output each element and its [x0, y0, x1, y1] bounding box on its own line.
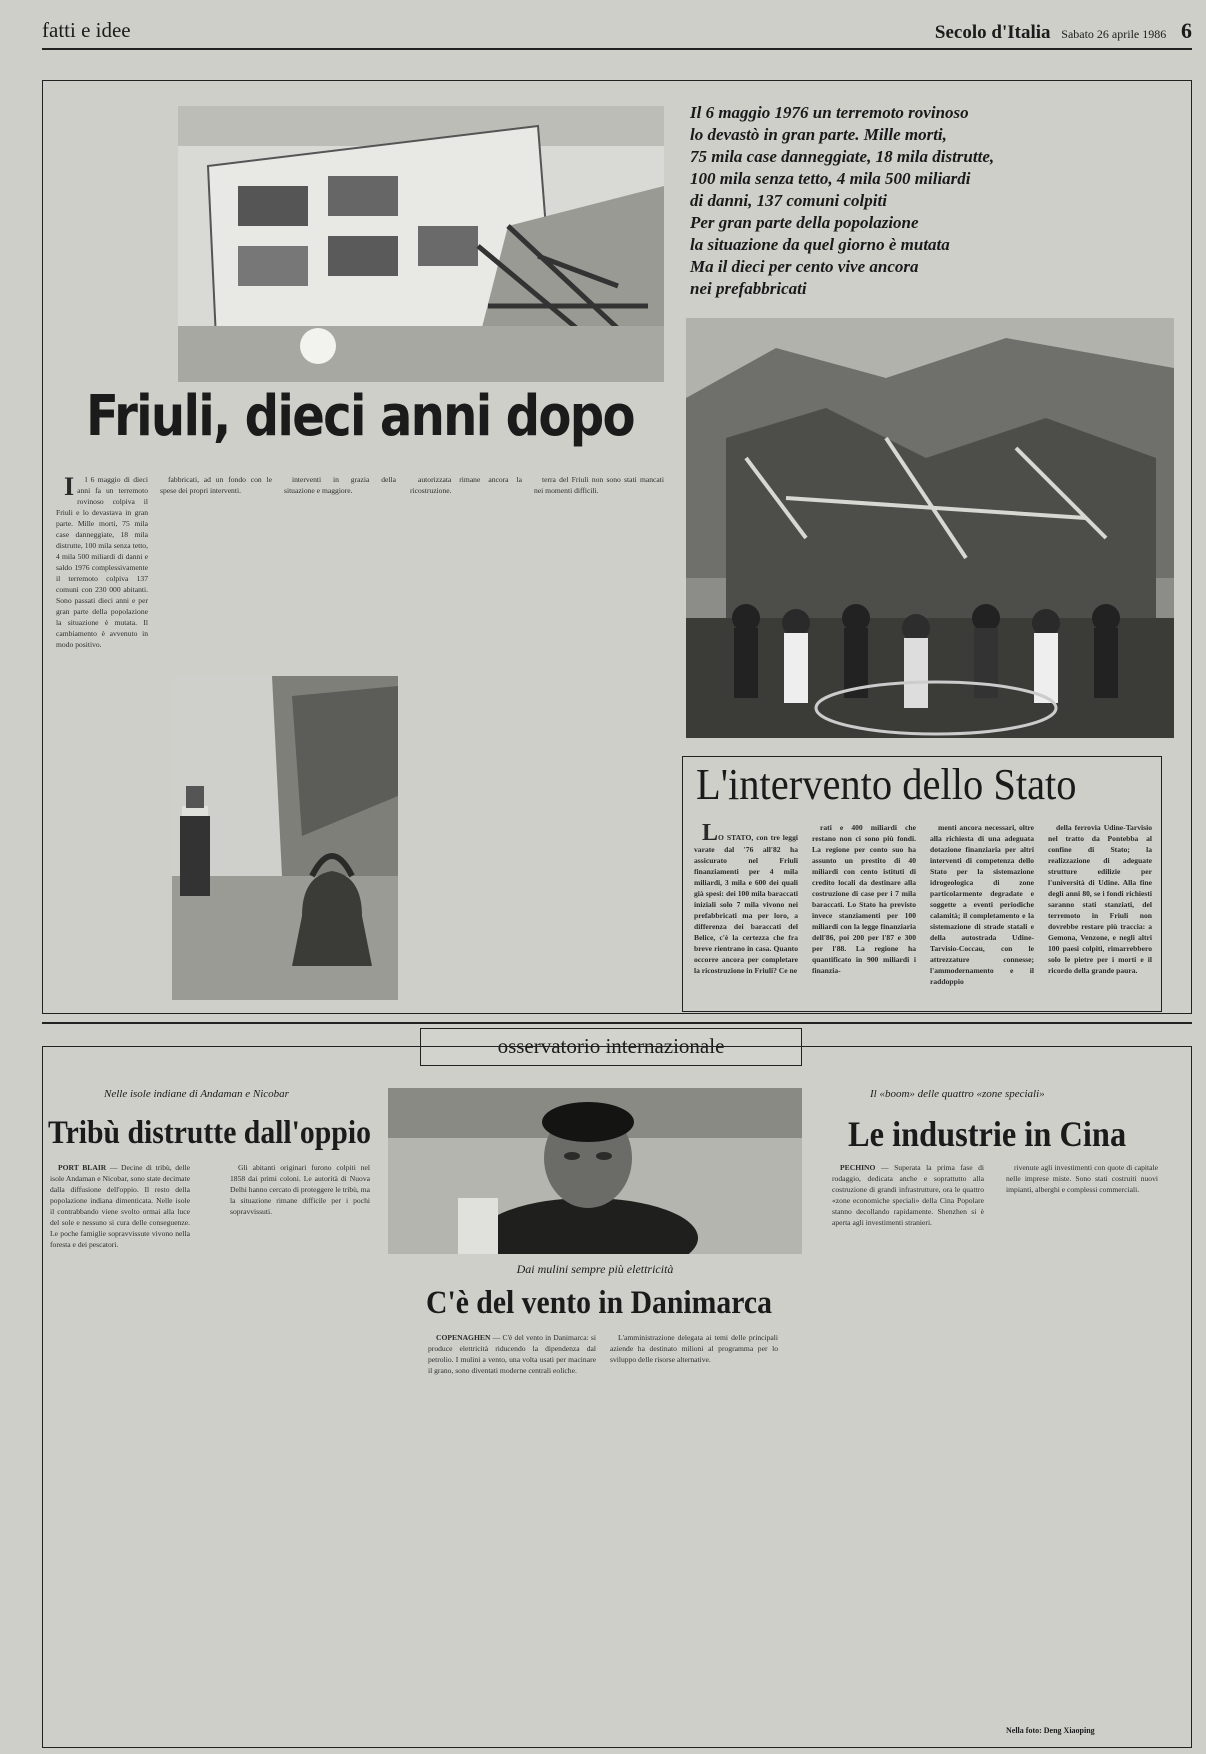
andaman-text-col-1 — [50, 1162, 190, 1740]
cina-photo-credit: Nella foto: Deng Xiaoping — [1006, 1726, 1095, 1735]
paragraph-text: interventi in grazia della situazione e maggiore. — [284, 475, 396, 495]
paragraph-text: Gli abitanti originari furono colpiti nel 1858 dai primi coloni. Le autorità di Nuova Delhi hanno cercato di proteggere le tribù, ma la situazione rimane difficile per i pochi sopravvissuti. — [230, 1163, 370, 1216]
andaman-text-col-2 — [230, 1162, 370, 1740]
page-number: 6 — [1181, 18, 1192, 43]
dateline: COPENAGHEN — [436, 1333, 491, 1342]
page-header — [42, 10, 1192, 48]
paragraph-text: menti ancora necessari, oltre alla richiesta di una adeguata dotazione finanziaria per altri interventi di competenza dello Stato per la sistemazione idrogeologica di zone particolarmente degradate e soggette a eventi periodiche calamità; il completamento e la sistemazione di strade statali e della autostrada Udine-Tarvisio-Coccau, con le attrezzature connesse; l'ammodernamento e il raddoppio — [930, 823, 1034, 986]
andaman-kicker: Nelle isole indiane di Andaman e Nicobar — [104, 1088, 289, 1100]
stato-text-col-3 — [930, 822, 1034, 1004]
header-rule — [42, 48, 1192, 50]
paragraph-text: rivenute agli investimenti con quote di capitale nelle imprese miste. Sono stati costruiti nuovi impianti, alberghi e complessi commerciali. — [1006, 1163, 1158, 1194]
friuli-text-col-4 — [410, 474, 522, 1004]
masthead — [935, 18, 1192, 44]
standfirst-line: Il 6 maggio 1976 un terremoto rovinoso — [690, 103, 969, 122]
danimarca-caption: Dai mulini sempre più elettricità — [516, 1262, 674, 1276]
standfirst-line: 75 mila case danneggiate, 18 mila distrutte, — [690, 147, 995, 166]
cina-text-col-1 — [832, 1162, 984, 1740]
drop-cap: I — [64, 474, 75, 501]
stato-text-col-1 — [694, 822, 798, 1004]
standfirst-line: Per gran parte della popolazione — [690, 213, 919, 232]
danimarca-text-col-1 — [428, 1332, 596, 1740]
friuli-text-col-5 — [534, 474, 664, 1004]
paragraph-text: della ferrovia Udine-Tarvisio nel tratto da Pontebba al confine di Stato; la realizzazione di adeguate strutture edilizie per l'università di Udine. Alla fine degli anni 80, se i fondi richiesti saranno stati stanziati, del terremoto in Friuli non dovrebbe restare più traccia: a Gemona, Venzone, e negli altri 100 paesi colpiti, rimarrebbero solo le pietre per i morti e il ricordo della grande paura. — [1048, 823, 1152, 975]
issue-date: Sabato 26 aprile 1986 — [1061, 27, 1167, 41]
section-rule — [42, 1022, 1192, 1024]
paragraph: COPENAGHEN — C'è del vento in Danimarca: si produce elettricità riducendo la dipendenza dal petrolio. I mulini a vento, una volta usati per macinare il grano, sono diventati moderne centrali eoliche. — [428, 1333, 596, 1375]
standfirst-line: nei prefabbricati — [690, 279, 807, 298]
stato-text-col-2 — [812, 822, 916, 1004]
standfirst-line: di danni, 137 comuni colpiti — [690, 191, 887, 210]
drop-cap: L — [702, 822, 719, 846]
standfirst-line: Ma il dieci per cento vive ancora — [690, 257, 919, 276]
danimarca-headline: C'è del vento in Danimarca — [426, 1285, 772, 1321]
stato-headline: L'intervento dello Stato — [696, 760, 1077, 809]
standfirst-line: lo devastò in gran parte. Mille morti, — [690, 125, 947, 144]
paragraph-text: l 6 maggio di dieci anni fa un terremoto rovinoso colpiva il Friuli e lo devastava in gran parte. Mille morti, 75 mila case danneggiate, 18 mila distrutte, 100 mila senza tetto, 4 mila 500 miliardi di danni e saldo 1976 complessivamente il terremoto colpiva 137 comuni con 230 000 abitanti. Sono passati dieci anni e per gran parte della popolazione la situazione è mutata. Il cambiamento è avvenuto in modo positivo. — [56, 475, 148, 649]
paragraph — [694, 822, 798, 976]
stato-text-col-4 — [1048, 822, 1152, 1004]
paragraph-text: fabbricati, ad un fondo con le spese dei propri interventi. — [160, 475, 272, 495]
friuli-standfirst — [690, 102, 1130, 300]
photo-deng-xiaoping — [388, 1088, 802, 1254]
paragraph — [56, 474, 148, 650]
standfirst-line: 100 mila senza tetto, 4 mila 500 miliardi — [690, 169, 971, 188]
paragraph: PECHINO — Superata la prima fase di rodaggio, dedicata anche e soprattutto alla costruzione di grandi infrastrutture, ora le quattro «zone economiche speciali» della Cina Popolare stanno decollando rapidamente. Shenzhen si è aperta agli investimenti stranieri. — [832, 1163, 984, 1227]
section-name: fatti e idee — [42, 18, 131, 42]
paragraph-text: rati e 400 miliardi che restano non ci sono più fondi. La regione per conto suo ha assunto un prestito di 40 miliardi con cento istituti di credito locali da destinare alla costruzione di case per i 7 mila baraccati. Lo Stato ha previsto invece stanziamenti per 100 miliardi con la legge finanziaria dell'86, poi 200 per l'87 e 300 per l'88. La regione ha quantificato in 900 miliardi i finanzia- — [812, 823, 916, 975]
cina-text-col-2 — [1006, 1162, 1158, 1722]
paragraph-text: C'è del vento in Danimarca: si produce elettricità riducendo la dipendenza dal petrolio. I mulini a vento, una volta usati per macinare il grano, sono diventati moderne centrali eoliche. — [428, 1333, 596, 1375]
danimarca-text-col-2 — [610, 1332, 778, 1740]
cina-headline: Le industrie in Cina — [848, 1114, 1127, 1154]
paragraph-text: terra del Friuli non sono stati mancati nei momenti difficili. — [534, 475, 664, 495]
paragraph-text: Decine di tribù, delle isole Andaman e Nicobar, sono state decimate dalla diffusione dell'oppio. Il resto della popolazione indiana dimenticata. Nelle isole il contrabbando viene svolto ormai alla luce del sole e nessuno si cura delle conseguenze. Le poche famiglie sopravvissute vivono nella foresta e dei pescatori. — [50, 1163, 190, 1249]
paragraph-text: autorizzata rimane ancora la ricostruzione. — [410, 475, 522, 495]
standfirst-line: la situazione da quel giorno è mutata — [690, 235, 950, 254]
andaman-headline: Tribù distrutte dall'oppio — [48, 1115, 371, 1151]
osservatorio-banner: osservatorio internazionale — [420, 1028, 802, 1066]
photo-bell-ruins — [172, 676, 398, 1000]
cina-kicker: Il «boom» delle quattro «zone speciali» — [870, 1088, 1045, 1100]
photo-rubble-crowd — [686, 318, 1174, 738]
dateline: PECHINO — [840, 1163, 876, 1172]
paragraph: PORT BLAIR — Decine di tribù, delle isole Andaman e Nicobar, sono state decimate dalla diffusione dell'oppio. Il resto della popolazione indiana dimenticata. Nelle isole il contrabbando viene svolto ormai alla luce del sole e nessuno si cura delle conseguenze. Le poche famiglie sopravvissute vivono nella foresta e dei pescatori. — [50, 1163, 190, 1249]
friuli-text-col-3 — [284, 474, 396, 649]
paragraph-text: Superata la prima fase di rodaggio, dedicata anche e soprattutto alla costruzione di grandi infrastrutture, ora le quattro «zone economiche speciali» della Cina Popolare stanno decollando rapidamente. Shenzhen si è aperta agli investimenti stranieri. — [832, 1163, 984, 1227]
photo-damaged-building — [178, 106, 664, 382]
dateline: PORT BLAIR — [58, 1163, 107, 1172]
friuli-headline: Friuli, dieci anni dopo — [86, 384, 634, 449]
paragraph-text: L'amministrazione delegata ai temi delle principali aziende ha destinato milioni al programma per lo sviluppo delle risorse alternative. — [610, 1333, 778, 1364]
friuli-text-col-1 — [56, 474, 148, 1004]
paper-name: Secolo d'Italia — [934, 22, 1051, 43]
friuli-text-col-2 — [160, 474, 272, 649]
paragraph-text: O STATO, con tre leggi varate dal '76 all'82 ha assicurato nel Friuli finanziamenti per 4 mila miliardi, 3 mila e 600 dei quali già spesi: dei 100 mila baraccati iniziali solo 7 mila vivono nei prefabbricati ma per loro, a differenza dei baraccati del Belice, c'è la certezza che fra breve rientrano in casa. Quanto occorre ancora per completare la ricostruzione in Friuli? Ce ne — [694, 833, 798, 975]
